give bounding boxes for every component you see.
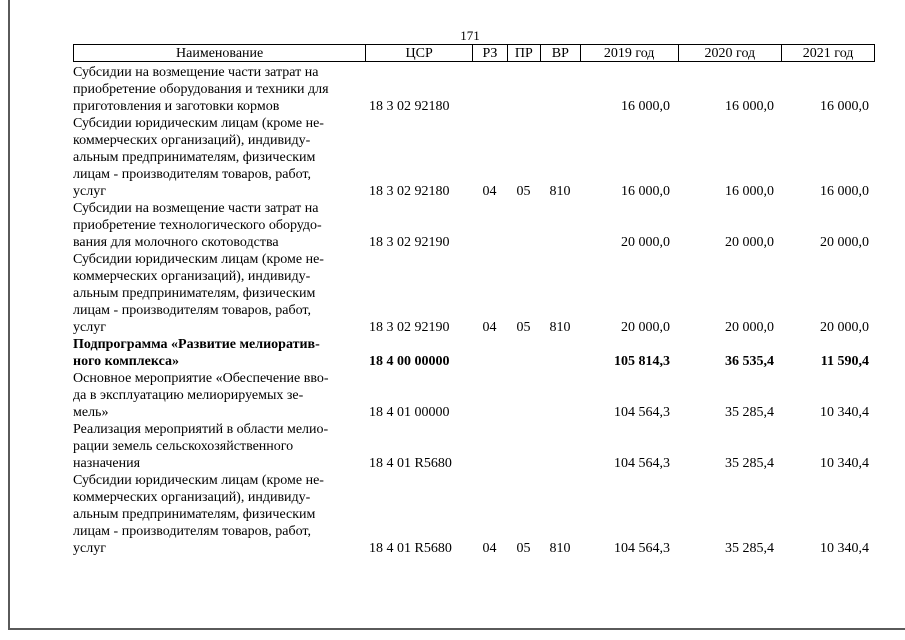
row-2020: 16 000,0 <box>725 184 774 199</box>
header-csr: ЦСР <box>365 45 472 61</box>
table-header <box>73 44 875 62</box>
row-name-line: Реализация мероприятий в области мелио- <box>73 422 329 437</box>
row-name-line: Основное мероприятие «Обеспечение вво- <box>73 371 329 386</box>
row-rz: 04 <box>482 184 497 199</box>
row-name <box>73 64 365 115</box>
row-name-line: приобретение оборудования и техники для <box>73 82 329 97</box>
row-2019: 20 000,0 <box>621 320 670 335</box>
row-name <box>73 251 365 336</box>
row-name-line: рации земель сельскохозяйственного <box>73 439 294 454</box>
row-name-line: ного комплекса» <box>73 354 179 369</box>
row-2019: 104 564,3 <box>614 541 670 556</box>
header-2021: 2021 год <box>781 45 874 61</box>
row-name-line: вания для молочного скотоводства <box>73 235 279 250</box>
row-rz: 04 <box>482 320 497 335</box>
table-row <box>73 370 875 421</box>
row-name-line: приготовления и заготовки кормов <box>73 99 280 114</box>
row-csr: 18 4 01 R5680 <box>369 541 452 556</box>
row-2019: 16 000,0 <box>621 99 670 114</box>
row-2019: 20 000,0 <box>621 235 670 250</box>
row-name-line: альным предпринимателям, физическим <box>73 286 316 301</box>
row-name-line: Субсидии юридическим лицам (кроме не- <box>73 116 324 131</box>
row-name-line: коммерческих организаций), индивиду- <box>73 490 311 505</box>
row-2020: 35 285,4 <box>725 456 774 471</box>
row-name <box>73 421 365 472</box>
header-vr: ВР <box>540 45 580 61</box>
page-left-border <box>8 0 10 630</box>
header-2020: 2020 год <box>678 45 782 61</box>
row-name <box>73 472 365 557</box>
row-name <box>73 370 365 421</box>
row-2021: 10 340,4 <box>820 541 869 556</box>
row-name-line: мель» <box>73 405 109 420</box>
row-2020: 20 000,0 <box>725 235 774 250</box>
row-2020: 35 285,4 <box>725 405 774 420</box>
table-row <box>73 200 875 251</box>
row-name <box>73 336 365 370</box>
table-row <box>73 64 875 115</box>
row-name-line: Субсидии на возмещение части затрат на <box>73 65 319 80</box>
row-pr: 05 <box>516 541 531 556</box>
table-row <box>73 115 875 200</box>
table-row <box>73 336 875 370</box>
row-name-line: Субсидии на возмещение части затрат на <box>73 201 319 216</box>
header-rz: РЗ <box>472 45 507 61</box>
row-name-line: альным предпринимателям, физическим <box>73 150 316 165</box>
row-csr: 18 3 02 92190 <box>369 320 450 335</box>
row-2019: 104 564,3 <box>614 405 670 420</box>
row-csr: 18 3 02 92180 <box>369 184 450 199</box>
row-name-line: коммерческих организаций), индивиду- <box>73 133 311 148</box>
row-2021: 16 000,0 <box>820 99 869 114</box>
row-name-line: лицам - производителям товаров, работ, <box>73 303 311 318</box>
row-csr: 18 3 02 92190 <box>369 235 450 250</box>
row-name <box>73 200 365 251</box>
row-name-line: услуг <box>73 320 106 335</box>
row-2019: 104 564,3 <box>614 456 670 471</box>
row-csr: 18 4 00 00000 <box>369 354 450 369</box>
row-name-line: Субсидии юридическим лицам (кроме не- <box>73 252 324 267</box>
row-vr: 810 <box>549 184 571 199</box>
row-2020: 35 285,4 <box>725 541 774 556</box>
row-vr: 810 <box>549 320 571 335</box>
row-name-line: приобретение технологического оборудо- <box>73 218 322 233</box>
table-body <box>73 64 875 557</box>
row-name-line: лицам - производителям товаров, работ, <box>73 167 311 182</box>
header-2019: 2019 год <box>580 45 678 61</box>
row-2019: 16 000,0 <box>621 184 670 199</box>
row-name-line: назначения <box>73 456 141 471</box>
row-name-line: да в эксплуатацию мелиорируемых зе- <box>73 388 304 403</box>
table-row <box>73 421 875 472</box>
row-name-line: лицам - производителям товаров, работ, <box>73 524 311 539</box>
row-name-line: услуг <box>73 541 106 556</box>
row-csr: 18 4 01 00000 <box>369 405 450 420</box>
row-name-line: Подпрограмма «Развитие мелиоратив- <box>73 337 320 352</box>
row-pr: 05 <box>516 320 531 335</box>
page-bottom-border <box>8 628 905 630</box>
row-2021: 20 000,0 <box>820 320 869 335</box>
header-pr: ПР <box>507 45 540 61</box>
page-number: 171 <box>460 28 480 43</box>
row-csr: 18 3 02 92180 <box>369 99 450 114</box>
row-2020: 20 000,0 <box>725 320 774 335</box>
header-name: Наименование <box>176 46 264 61</box>
table-row <box>73 251 875 336</box>
row-2021: 10 340,4 <box>820 405 869 420</box>
row-name-line: услуг <box>73 184 106 199</box>
row-2021: 11 590,4 <box>820 354 869 369</box>
row-csr: 18 4 01 R5680 <box>369 456 452 471</box>
row-2019: 105 814,3 <box>614 354 670 369</box>
row-name-line: коммерческих организаций), индивиду- <box>73 269 311 284</box>
row-2020: 36 535,4 <box>725 354 774 369</box>
row-rz: 04 <box>482 541 497 556</box>
row-2020: 16 000,0 <box>725 99 774 114</box>
row-pr: 05 <box>516 184 531 199</box>
row-2021: 16 000,0 <box>820 184 869 199</box>
row-vr: 810 <box>549 541 571 556</box>
row-name-line: альным предпринимателям, физическим <box>73 507 316 522</box>
table-row <box>73 472 875 557</box>
row-name <box>73 115 365 200</box>
row-2021: 20 000,0 <box>820 235 869 250</box>
row-2021: 10 340,4 <box>820 456 869 471</box>
row-name-line: Субсидии юридическим лицам (кроме не- <box>73 473 324 488</box>
